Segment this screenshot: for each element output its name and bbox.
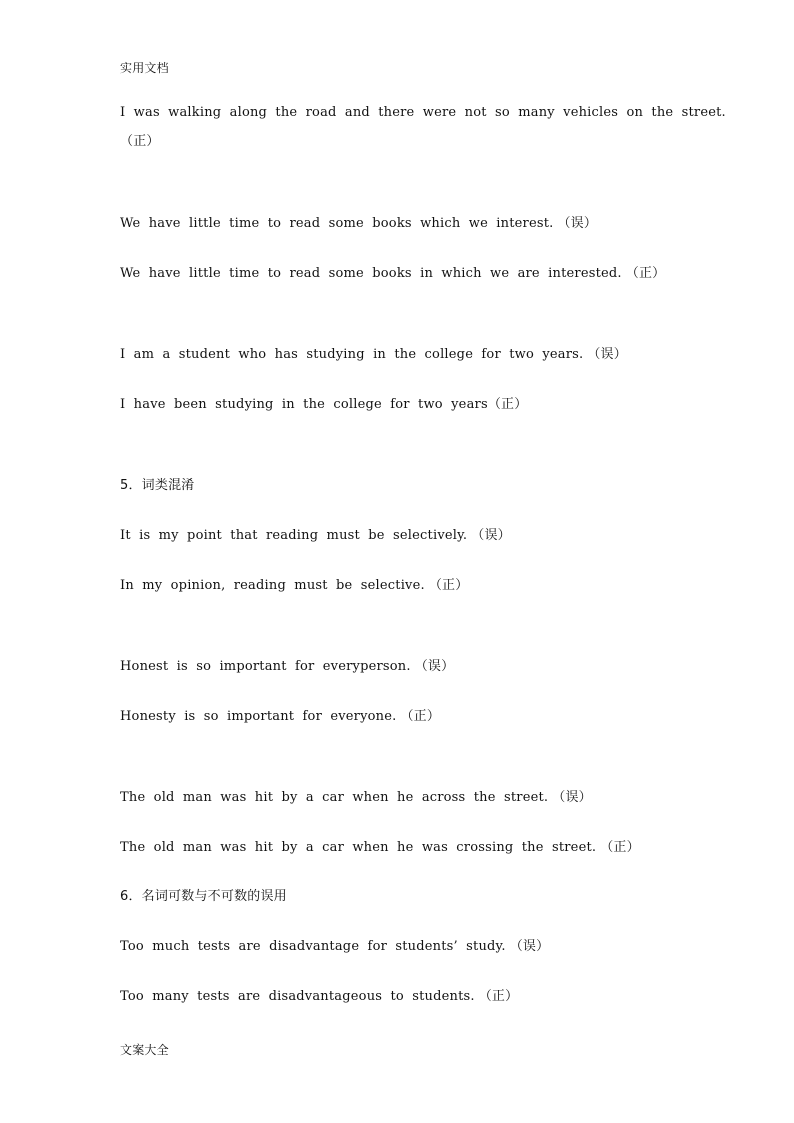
sentence-text: Honesty is so important for everyone. [120,709,397,724]
sentence-text: I am a student who has studying in the college for two years. [120,347,584,362]
correct-mark: （正） [478,989,519,1004]
sentence-text: In my opinion, reading must be selective. [120,578,425,593]
sentence-line [120,397,527,413]
sentence-text: The old man was hit by a car when he was crossing the street. [120,840,597,855]
sentence-text: I was walking along the road and there were not so many vehicles on the street. [120,105,726,120]
page-footer: 文案大全 [120,1043,169,1057]
wrong-mark: （误） [509,939,550,954]
sentence-text: The old man was hit by a car when he across the street. [120,790,549,805]
sentence-line [120,790,592,806]
sentence-text: I have been studying in the college for two years [120,397,488,412]
section-heading: 6．名词可数与不可数的误用 [120,889,287,904]
correct-mark: （正） [625,266,666,281]
correct-mark: （正） [487,397,528,412]
sentence-line [120,266,665,282]
sentence-line [120,528,511,544]
sentence-line [120,134,160,150]
correct-mark: （正） [400,709,441,724]
wrong-mark: （误） [552,790,592,805]
sentence-line [120,578,468,594]
sentence-line [120,216,597,232]
sentence-text: Honest is so important for everyperson. [120,659,411,674]
wrong-mark: （误） [587,347,627,362]
wrong-mark: （误） [471,528,511,543]
sentence-text: It is my point that reading must be selectively. [120,528,468,543]
sentence-text: Too much tests are disadvantage for students’ study. [120,939,506,954]
correct-mark: （正） [428,578,469,593]
sentence-line [120,840,640,856]
sentence-text: Too many tests are disadvantageous to students. [120,989,475,1004]
wrong-mark: （误） [557,216,598,231]
sentence-line [120,709,440,725]
wrong-mark: （误） [414,659,455,674]
sentence-text: We have little time to read some books in which we are interested. [120,266,622,281]
sentence-line [120,989,518,1005]
correct-mark: （正） [120,134,160,149]
correct-mark: （正） [600,840,640,855]
sentence-line [120,659,454,675]
sentence-line [120,939,549,955]
sentence-text: We have little time to read some books which we interest. [120,216,554,231]
section-heading: 5．词类混淆 [120,478,195,493]
page-header: 实用文档 [120,61,169,75]
sentence-line [120,105,726,121]
sentence-line [120,347,627,363]
